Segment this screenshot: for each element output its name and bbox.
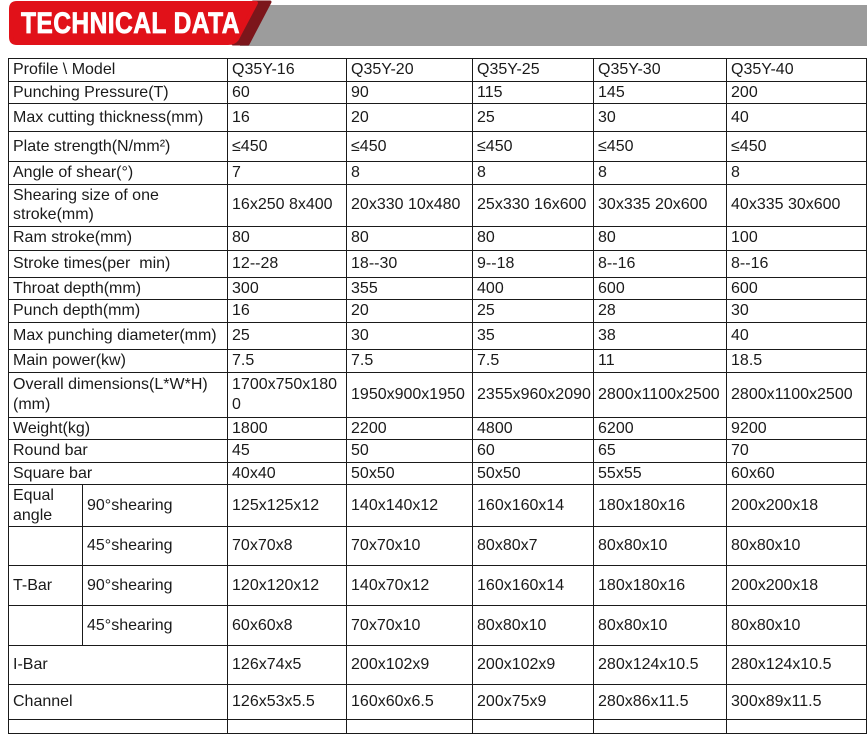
row-label: Weight(kg) <box>9 417 228 440</box>
row-label: I-Bar <box>9 646 228 685</box>
row-label: Square bar <box>9 462 228 485</box>
table-row <box>9 462 867 485</box>
cell: 50x50 <box>473 462 594 485</box>
cell: 70 <box>727 440 867 463</box>
cell: 7.5 <box>473 349 594 372</box>
cell: ≤450 <box>347 132 473 162</box>
row-label: Main power(kw) <box>9 349 228 372</box>
cell: 70x70x10 <box>347 527 473 566</box>
row-label: Ram stroke(mm) <box>9 226 228 250</box>
cell: 2800x1100x2500 <box>594 372 727 417</box>
row-label: Channel <box>9 685 228 720</box>
row-label: Angle of shear(°) <box>9 162 228 185</box>
cell: 38 <box>594 322 727 349</box>
cell: 20x330 10x480 <box>347 184 473 226</box>
cell: 35 <box>473 322 594 349</box>
row-label: Plate strength(N/mm²) <box>9 132 228 162</box>
technical-data-table <box>8 58 867 734</box>
cell: 80x80x10 <box>727 527 867 566</box>
cell: 90 <box>347 81 473 104</box>
cell: 8 <box>727 162 867 185</box>
row-label: Overall dimensions(L*W*H)(mm) <box>9 372 228 417</box>
cell: 80 <box>228 226 347 250</box>
row-label: Max punching diameter(mm) <box>9 322 228 349</box>
cell <box>727 720 867 734</box>
cell: 18--30 <box>347 250 473 277</box>
cell: 40 <box>727 104 867 132</box>
cell: 126x53x5.5 <box>228 685 347 720</box>
cell: 80x80x7 <box>473 527 594 566</box>
cell: 30x335 20x600 <box>594 184 727 226</box>
row-label: Max cutting thickness(mm) <box>9 104 228 132</box>
cell <box>347 720 473 734</box>
cell: 16x250 8x400 <box>228 184 347 226</box>
profile-group-label: T-Bar <box>9 566 83 606</box>
cell: 1800 <box>228 417 347 440</box>
cell: 2355x960x2090 <box>473 372 594 417</box>
cell: 80 <box>347 226 473 250</box>
model-header-cell: Q35Y-20 <box>347 59 473 82</box>
cell <box>594 720 727 734</box>
table-row <box>9 322 867 349</box>
cell: 280x86x11.5 <box>594 685 727 720</box>
cell: 140x70x12 <box>347 566 473 606</box>
cell: 60x60 <box>727 462 867 485</box>
cell: 40x335 30x600 <box>727 184 867 226</box>
cell: 60 <box>473 440 594 463</box>
cell: 145 <box>594 81 727 104</box>
cell: 80 <box>594 226 727 250</box>
cell: 80x80x10 <box>594 606 727 646</box>
cell: 18.5 <box>727 349 867 372</box>
cell: 180x180x16 <box>594 485 727 527</box>
cell: ≤450 <box>727 132 867 162</box>
cell: 400 <box>473 277 594 300</box>
technical-data-banner <box>0 0 867 52</box>
cell: 180x180x16 <box>594 566 727 606</box>
cell: 126x74x5 <box>228 646 347 685</box>
table-row <box>9 226 867 250</box>
shear-mode-label: 45°shearing <box>83 606 228 646</box>
cell: 40x40 <box>228 462 347 485</box>
row-label: Shearing size of one stroke(mm) <box>9 184 228 226</box>
table-row <box>9 485 867 527</box>
cell: 60 <box>228 81 347 104</box>
cell: 11 <box>594 349 727 372</box>
cell: 2200 <box>347 417 473 440</box>
row-label: Punch depth(mm) <box>9 300 228 323</box>
table-header-row <box>9 59 867 82</box>
cell: 25 <box>228 322 347 349</box>
cell: 80x80x10 <box>594 527 727 566</box>
table-row <box>9 646 867 685</box>
cell: 4800 <box>473 417 594 440</box>
profile-group-label: Equal angle <box>9 485 83 527</box>
cell: 50 <box>347 440 473 463</box>
cell: ≤450 <box>228 132 347 162</box>
cell: 7.5 <box>347 349 473 372</box>
cell: ≤450 <box>594 132 727 162</box>
corner-header-cell: Profile \ Model <box>9 59 228 82</box>
cell: 355 <box>347 277 473 300</box>
row-label: Round bar <box>9 440 228 463</box>
cell: 160x60x6.5 <box>347 685 473 720</box>
cell: 55x55 <box>594 462 727 485</box>
model-header-cell: Q35Y-30 <box>594 59 727 82</box>
cell: 80 <box>473 226 594 250</box>
cell: 200x200x18 <box>727 485 867 527</box>
cell: 80x80x10 <box>727 606 867 646</box>
cell: 115 <box>473 81 594 104</box>
cell: 140x140x12 <box>347 485 473 527</box>
table-row <box>9 162 867 185</box>
cell: 1950x900x1950 <box>347 372 473 417</box>
cell <box>9 720 228 734</box>
cell: 30 <box>347 322 473 349</box>
cell: 200 <box>727 81 867 104</box>
table-row <box>9 184 867 226</box>
model-header-cell: Q35Y-25 <box>473 59 594 82</box>
cell: 8 <box>594 162 727 185</box>
profile-group-label <box>9 606 83 646</box>
model-header-cell: Q35Y-16 <box>228 59 347 82</box>
cell: 200x75x9 <box>473 685 594 720</box>
table-row <box>9 372 867 417</box>
cell: 65 <box>594 440 727 463</box>
cell: 9200 <box>727 417 867 440</box>
cell: 30 <box>594 104 727 132</box>
cell: 6200 <box>594 417 727 440</box>
cell: 50x50 <box>347 462 473 485</box>
cell: 120x120x12 <box>228 566 347 606</box>
cell: 7.5 <box>228 349 347 372</box>
cell: 25x330 16x600 <box>473 184 594 226</box>
shear-mode-label: 45°shearing <box>83 527 228 566</box>
cell: 70x70x10 <box>347 606 473 646</box>
table-row <box>9 104 867 132</box>
cell: 600 <box>594 277 727 300</box>
cell: 100 <box>727 226 867 250</box>
shear-mode-label: 90°shearing <box>83 566 228 606</box>
table-row <box>9 440 867 463</box>
cell: 8 <box>473 162 594 185</box>
cell: 200x102x9 <box>347 646 473 685</box>
table-row <box>9 566 867 606</box>
cell: 1700x750x1800 <box>228 372 347 417</box>
cell: 25 <box>473 300 594 323</box>
cell: 200x102x9 <box>473 646 594 685</box>
table-row <box>9 277 867 300</box>
cell: 60x60x8 <box>228 606 347 646</box>
table-row <box>9 417 867 440</box>
banner-title <box>21 6 288 46</box>
cell: 8 <box>347 162 473 185</box>
cell: 9--18 <box>473 250 594 277</box>
table-row <box>9 527 867 566</box>
banner-title-text: TECHNICAL DATA <box>21 7 240 40</box>
cell: 20 <box>347 300 473 323</box>
gray-bar <box>240 5 867 46</box>
cell: 30 <box>727 300 867 323</box>
cell: 2800x1100x2500 <box>727 372 867 417</box>
cell: 28 <box>594 300 727 323</box>
table-row <box>9 606 867 646</box>
cell <box>473 720 594 734</box>
cell: 200x200x18 <box>727 566 867 606</box>
cell: 8--16 <box>727 250 867 277</box>
cell: 7 <box>228 162 347 185</box>
table-row <box>9 349 867 372</box>
cell: 125x125x12 <box>228 485 347 527</box>
cell: ≤450 <box>473 132 594 162</box>
cell: 160x160x14 <box>473 566 594 606</box>
table-row <box>9 81 867 104</box>
cell: 45 <box>228 440 347 463</box>
table-row <box>9 300 867 323</box>
row-label: Throat depth(mm) <box>9 277 228 300</box>
shear-mode-label: 90°shearing <box>83 485 228 527</box>
cell: 280x124x10.5 <box>594 646 727 685</box>
cell: 300 <box>228 277 347 300</box>
row-label: Punching Pressure(T) <box>9 81 228 104</box>
cell: 300x89x11.5 <box>727 685 867 720</box>
cell: 40 <box>727 322 867 349</box>
table-row <box>9 685 867 720</box>
cell: 25 <box>473 104 594 132</box>
cell: 160x160x14 <box>473 485 594 527</box>
cell <box>228 720 347 734</box>
cell: 20 <box>347 104 473 132</box>
cell: 70x70x8 <box>228 527 347 566</box>
cell: 600 <box>727 277 867 300</box>
cell: 8--16 <box>594 250 727 277</box>
model-header-cell: Q35Y-40 <box>727 59 867 82</box>
table-row <box>9 250 867 277</box>
row-label: Stroke times(per min) <box>9 250 228 277</box>
cell: 16 <box>228 300 347 323</box>
table-row-clipped <box>9 720 867 734</box>
cell: 280x124x10.5 <box>727 646 867 685</box>
cell: 16 <box>228 104 347 132</box>
table-row <box>9 132 867 162</box>
cell: 80x80x10 <box>473 606 594 646</box>
cell: 12--28 <box>228 250 347 277</box>
profile-group-label <box>9 527 83 566</box>
